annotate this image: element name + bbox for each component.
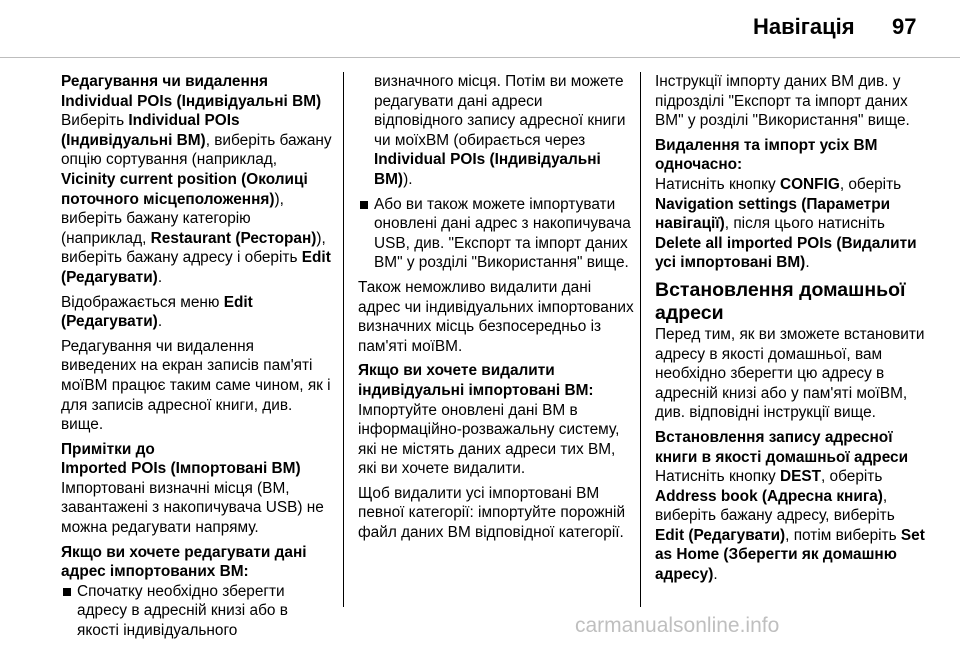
paragraph: Імпортуйте оновлені дані BM в інформаційно-розважальну систему, які не містять даних адреси тих BM, які ви хочете видалити. (358, 401, 620, 478)
column-1 (61, 72, 333, 646)
paragraph: Імпортовані визначні місця (BM, завантажені з накопичувача USB) не можна редагувати напряму. (61, 479, 324, 537)
page-number: 97 (892, 14, 917, 39)
paragraph: Інструкції імпорту даних BM див. у підрозділі "Експорт та імпорт даних BM" у розділі "Використання" вище. (655, 73, 910, 130)
section-heading: Видалення та імпорт усіх BM одночасно: (655, 136, 878, 174)
bullet-square-icon (63, 588, 71, 596)
paragraph: Натисніть кнопку DEST, оберіть Address book (Адресна книга), виберіть бажану адресу, виберіть Edit (Редагувати), потім виберіть Set as Home (Зберегти як домашню адресу). (655, 468, 925, 584)
section-title: Встановлення домашньої адреси (655, 278, 906, 324)
section-heading: Якщо ви хочете редагувати дані адрес імпортованих BM: (61, 543, 307, 581)
watermark: carmanualsonline.info (575, 614, 780, 637)
paragraph: визначного місця. Потім ви можете редагувати дані адреси відповідного запису адресної книги чи моїхBM (обирається через Individual POIs (Індивідуальні BM)). (374, 73, 626, 188)
bullet-square-icon (360, 201, 368, 209)
paragraph: Натисніть кнопку CONFIG, оберіть Navigation settings (Параметри навігації), після цього натисніть Delete all imported POIs (Видалити усі імпортовані BM). (655, 175, 917, 272)
page-title: Навігація (753, 14, 855, 39)
column-divider-1 (343, 72, 344, 607)
page-header (0, 0, 960, 58)
header-divider (0, 57, 960, 58)
section-heading: Примітки до Imported POIs (Імпортовані BM) (61, 440, 301, 478)
list-item: Спочатку необхідно зберегти адресу в адресній книзі або в якості індивідуального (61, 582, 333, 641)
column-divider-2 (640, 72, 641, 607)
list-item: Або ви також можете імпортувати оновлені дані адрес з накопичувача USB, див. "Експорт та імпорт даних BM" у розділі "Використання" вище. (358, 195, 634, 273)
section-heading: Редагування чи видалення Individual POIs (Індивідуальні BM) (61, 73, 322, 110)
paragraph: Перед тим, як ви зможете встановити адресу в якості домашньої, вам необхідно зберегти цю адресу в адресній книзі або у пам'яті моїBM, див. відповідні інструкції вище. (655, 325, 925, 422)
paragraph: Відображається меню Edit (Редагувати). (61, 293, 253, 331)
paragraph: Також неможливо видалити дані адрес чи індивідуальних імпортованих визначних місць безпосередньо із пам'яті моїBM. (358, 278, 634, 355)
section-heading: Якщо ви хочете видалити індивідуальні імпортовані BM: (358, 362, 594, 399)
column-2 (358, 72, 634, 548)
column-3 (655, 72, 927, 590)
paragraph: Виберіть Individual POIs (Індивідуальні BM), виберіть бажану опцію сортування (наприклад, Vicinity current position (Околиці поточного місцеположення)), виберіть бажану категорію (наприклад, Restaurant (Ресторан)), виберіть бажану адресу і оберіть Edit (Редагувати). (61, 112, 332, 286)
section-heading: Встановлення запису адресної книги в якості домашньої адреси (655, 428, 909, 466)
paragraph: Щоб видалити усі імпортовані BM певної категорії: імпортуйте порожній файл даних BM відповідної категорії. (358, 484, 626, 542)
paragraph: Редагування чи видалення виведених на екран записів пам'яті моїBM працює таким саме чином, як і для записів адресної книги, див. вище. (61, 337, 331, 434)
